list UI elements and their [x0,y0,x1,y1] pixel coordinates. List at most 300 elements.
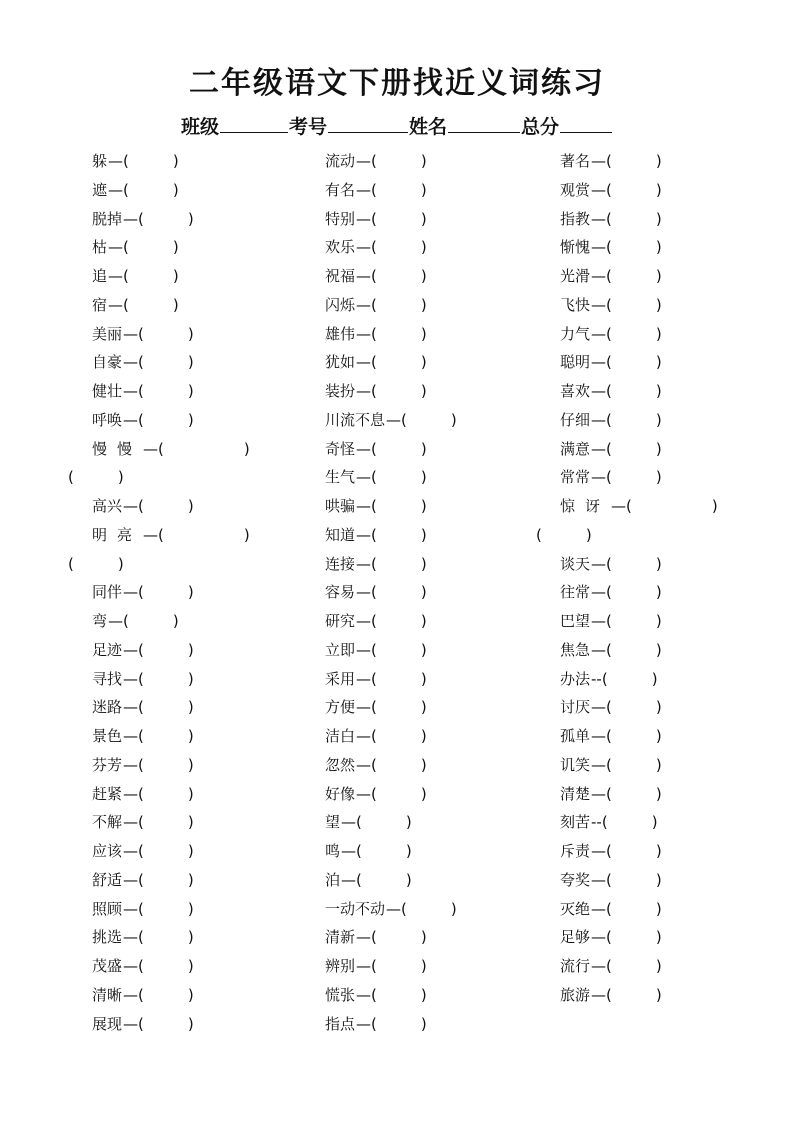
answer-blank[interactable]: ( ) [68,468,124,487]
word-item [560,636,760,665]
word-text: 慢慢 [92,439,143,458]
word-text: 雄伟 [325,324,356,343]
word-item [92,837,282,866]
word-item [560,377,760,406]
word-item [325,722,525,751]
answer-blank[interactable]: ( ) [356,813,412,832]
word-item [325,291,525,320]
dash-separator: — [356,152,372,170]
exam-number-blank[interactable] [328,114,408,133]
answer-blank[interactable]: ( ) [123,295,179,314]
dash-separator: — [123,985,139,1004]
dash-separator: — [591,410,607,429]
answer-blank[interactable]: ( ) [606,295,662,314]
word-text: 明亮 [92,525,143,544]
answer-blank[interactable]: ( ) [606,957,662,975]
answer-blank[interactable]: ( ) [626,497,718,515]
answer-blank[interactable]: ( ) [606,209,662,228]
answer-blank[interactable]: ( ) [138,957,194,975]
word-item [92,348,282,377]
answer-blank[interactable]: ( ) [606,727,662,745]
word-item [560,751,760,780]
answer-continuation [68,463,282,492]
answer-blank[interactable]: ( ) [138,497,194,515]
answer-blank[interactable]: ( ) [371,957,427,975]
word-item [560,808,760,837]
word-text: 辨别 [325,957,356,975]
dash-separator: — [123,755,139,774]
word-item [325,693,525,722]
word-text: 景色 [92,727,123,745]
answer-blank[interactable]: ( ) [606,698,662,717]
answer-blank[interactable]: ( ) [138,842,194,860]
word-item [92,435,282,464]
word-text: 研究 [325,612,356,630]
word-text: 脱掉 [92,209,123,228]
answer-blank[interactable]: ( ) [606,152,662,170]
word-item [560,176,760,205]
answer-blank[interactable]: ( ) [371,698,427,717]
answer-blank[interactable]: ( ) [371,468,427,487]
dash-separator: — [123,842,139,860]
word-text: 清晰 [92,985,123,1004]
word-item [92,665,282,694]
word-item [92,233,282,262]
word-item [325,780,525,809]
word-item [92,377,282,406]
word-item [325,147,525,176]
answer-continuation [536,521,760,550]
answer-blank[interactable]: ( ) [536,525,592,544]
word-text: 挑选 [92,928,123,947]
word-text: 欢乐 [325,238,356,257]
word-text: 闪烁 [325,295,356,314]
answer-blank[interactable]: ( ) [138,784,194,803]
answer-blank[interactable]: ( ) [371,612,427,630]
word-item [325,205,525,234]
answer-blank[interactable]: ( ) [371,497,427,515]
answer-blank[interactable]: ( ) [606,842,662,860]
word-text: 观赏 [560,180,591,199]
answer-blank[interactable]: ( ) [68,554,124,573]
word-item [92,607,282,636]
answer-blank[interactable]: ( ) [371,554,427,573]
dash-separator: — [356,957,372,975]
answer-blank[interactable]: ( ) [606,468,662,487]
dash-separator: — [591,152,607,170]
answer-blank[interactable]: ( ) [158,439,250,458]
dash-separator: — [591,583,607,602]
answer-blank[interactable]: ( ) [606,180,662,199]
word-item [560,780,760,809]
word-text: 迷路 [92,698,123,717]
word-text: 方便 [325,698,356,717]
dash-separator: — [356,784,372,803]
answer-blank[interactable]: ( ) [606,612,662,630]
word-text: 飞快 [560,295,591,314]
word-item [92,808,282,837]
answer-blank[interactable]: ( ) [138,755,194,774]
score-blank[interactable] [560,114,612,133]
answer-blank[interactable]: ( ) [606,583,662,602]
word-text: 遮 [92,180,108,199]
dash-separator: — [356,497,372,515]
dash-separator: -- [591,813,602,832]
word-text: 装扮 [325,382,356,400]
dash-separator: — [356,468,372,487]
word-text: 力气 [560,324,591,343]
word-item [325,550,525,579]
word-item [92,521,282,550]
word-text: 哄骗 [325,497,356,515]
answer-blank[interactable]: ( ) [371,439,427,458]
answer-blank[interactable]: ( ) [371,583,427,602]
answer-blank[interactable]: ( ) [356,870,412,889]
word-text: 往常 [560,583,591,602]
answer-blank[interactable]: ( ) [356,842,412,860]
answer-blank[interactable]: ( ) [606,640,662,659]
word-text: 刻苦 [560,813,591,832]
dash-separator: — [123,353,139,372]
word-text: 泊 [325,870,341,889]
answer-blank[interactable]: ( ) [371,985,427,1004]
answer-blank[interactable]: ( ) [371,525,427,544]
word-text: 讨厌 [560,698,591,717]
dash-separator: — [356,267,372,285]
answer-blank[interactable]: ( ) [123,238,179,257]
word-item [560,435,760,464]
word-text: 指教 [560,209,591,228]
dash-separator: — [341,813,357,832]
word-text: 川流不息 [325,410,386,429]
word-text: 连接 [325,554,356,573]
answer-blank[interactable]: ( ) [606,324,662,343]
word-text: 慌张 [325,985,356,1004]
answer-blank[interactable]: ( ) [606,870,662,889]
answer-blank[interactable]: ( ) [138,640,194,659]
word-text: 望 [325,813,341,832]
word-item [92,895,282,924]
answer-blank[interactable]: ( ) [123,152,179,170]
word-item [560,320,760,349]
answer-blank[interactable]: ( ) [401,410,457,429]
dash-separator: — [591,209,607,228]
dash-separator: — [356,640,372,659]
answer-blank[interactable]: ( ) [138,813,194,832]
answer-blank[interactable]: ( ) [371,928,427,947]
answer-blank[interactable]: ( ) [371,640,427,659]
dash-separator: — [356,554,372,573]
dash-separator: — [123,497,139,515]
answer-blank[interactable]: ( ) [601,669,658,688]
dash-separator: — [591,295,607,314]
answer-blank[interactable]: ( ) [371,209,427,228]
word-item [325,406,525,435]
word-text: 茂盛 [92,957,123,975]
answer-blank[interactable]: ( ) [138,583,194,602]
answer-blank[interactable]: ( ) [371,238,427,257]
word-text: 赶紧 [92,784,123,803]
answer-blank[interactable]: ( ) [158,525,250,544]
word-item [560,923,760,952]
word-item [560,895,760,924]
dash-separator: — [356,985,372,1004]
word-item [560,492,760,521]
word-text: 惊讶 [560,497,611,515]
answer-blank[interactable]: ( ) [371,755,427,774]
word-item [92,492,282,521]
answer-blank[interactable]: ( ) [371,267,427,285]
dash-separator: — [108,612,124,630]
word-text: 祝福 [325,267,356,285]
dash-separator: — [123,410,139,429]
word-item [325,636,525,665]
dash-separator: — [591,468,607,487]
answer-blank[interactable]: ( ) [606,238,662,257]
word-item [92,176,282,205]
word-item [325,923,525,952]
dash-separator: — [143,525,159,544]
dash-separator: — [591,727,607,745]
word-text: 弯 [92,612,108,630]
answer-blank[interactable]: ( ) [138,899,194,918]
word-text: 容易 [325,583,356,602]
word-text: 清新 [325,928,356,947]
answer-blank[interactable]: ( ) [371,784,427,803]
word-text: 追 [92,267,108,285]
word-item [92,578,282,607]
word-item [325,607,525,636]
answer-blank[interactable]: ( ) [606,985,662,1004]
word-text: 斥责 [560,842,591,860]
word-text: 不解 [92,813,123,832]
dash-separator: — [123,870,139,889]
score-label: 总分 [521,116,560,138]
word-item [560,550,760,579]
word-item [560,348,760,377]
answer-blank[interactable]: ( ) [123,612,179,630]
word-item [92,262,282,291]
name-blank[interactable] [448,114,520,133]
dash-separator: — [123,1014,139,1033]
dash-separator: — [356,525,372,544]
answer-blank[interactable]: ( ) [371,727,427,745]
word-item [560,291,760,320]
word-text: 舒适 [92,870,123,889]
word-item [325,262,525,291]
answer-blank[interactable]: ( ) [138,727,194,745]
dash-separator: — [123,784,139,803]
word-text: 采用 [325,669,356,688]
answer-blank[interactable]: ( ) [606,755,662,774]
dash-separator: — [591,957,607,975]
dash-separator: — [591,870,607,889]
answer-blank[interactable]: ( ) [601,813,658,832]
answer-blank[interactable]: ( ) [606,899,662,918]
dash-separator: — [123,209,139,228]
word-text: 足迹 [92,640,123,659]
dash-separator: — [356,382,372,400]
dash-separator: — [591,382,607,400]
answer-blank[interactable]: ( ) [606,554,662,573]
dash-separator: — [356,583,372,602]
answer-blank[interactable]: ( ) [606,267,662,285]
dash-separator: — [108,238,124,257]
word-item [560,952,760,981]
word-item [325,176,525,205]
answer-blank[interactable]: ( ) [138,928,194,947]
word-text: 高兴 [92,497,123,515]
answer-blank[interactable]: ( ) [371,669,427,688]
answer-blank[interactable]: ( ) [371,324,427,343]
answer-blank[interactable]: ( ) [606,784,662,803]
word-item [325,521,525,550]
dash-separator: — [356,439,372,458]
dash-separator: — [356,727,372,745]
word-item [325,348,525,377]
answer-blank[interactable]: ( ) [606,353,662,372]
answer-blank[interactable]: ( ) [371,180,427,199]
word-item [325,492,525,521]
word-item [560,607,760,636]
word-item [560,866,760,895]
word-text: 照顾 [92,899,123,918]
dash-separator: — [123,698,139,717]
word-item [325,578,525,607]
word-item [92,1010,282,1039]
word-item [325,751,525,780]
word-item [325,1010,525,1039]
word-item [92,952,282,981]
word-text: 寻找 [92,669,123,688]
word-item [560,463,760,492]
class-blank[interactable] [220,114,288,133]
dash-separator: — [143,439,159,458]
answer-blank[interactable]: ( ) [138,382,194,400]
name-label: 姓名 [409,116,448,138]
dash-separator: — [386,410,402,429]
word-text: 喜欢 [560,382,591,400]
word-text: 呼唤 [92,410,123,429]
word-item [560,147,760,176]
dash-separator: — [123,727,139,745]
answer-blank[interactable]: ( ) [138,410,194,429]
dash-separator: — [108,180,124,199]
word-text: 流行 [560,957,591,975]
word-text: 足够 [560,928,591,947]
word-text: 忽然 [325,755,356,774]
dash-separator: — [341,870,357,889]
dash-separator: — [356,1014,372,1033]
answer-blank[interactable]: ( ) [138,1014,194,1033]
dash-separator: — [123,928,139,947]
answer-blank[interactable]: ( ) [138,669,194,688]
dash-separator: — [356,612,372,630]
answer-blank[interactable]: ( ) [138,870,194,889]
answer-blank[interactable]: ( ) [606,410,662,429]
dash-separator: — [123,957,139,975]
word-item [560,837,760,866]
word-item [560,693,760,722]
answer-blank[interactable]: ( ) [606,928,662,947]
dash-separator: — [591,180,607,199]
worksheet-title: 二年级语文下册找近义词练习 [189,66,605,101]
dash-separator: — [591,928,607,947]
exam-number-label: 考号 [288,116,327,138]
word-text: 立即 [325,640,356,659]
answer-blank[interactable]: ( ) [371,382,427,400]
word-text: 流动 [325,152,356,170]
answer-blank[interactable]: ( ) [138,209,194,228]
answer-blank[interactable]: ( ) [606,439,662,458]
dash-separator: — [108,295,124,314]
word-text: 鸣 [325,842,341,860]
word-item [92,722,282,751]
answer-blank[interactable]: ( ) [138,353,194,372]
dash-separator: — [591,267,607,285]
word-item [92,780,282,809]
word-column-2 [325,147,525,1038]
word-text: 展现 [92,1014,123,1033]
word-item [325,320,525,349]
word-text: 谈天 [560,554,591,573]
word-column-3 [536,147,760,1010]
word-item [92,866,282,895]
word-item [560,262,760,291]
answer-blank[interactable]: ( ) [606,382,662,400]
dash-separator: — [591,554,607,573]
word-item [560,722,760,751]
answer-blank[interactable]: ( ) [123,180,179,199]
word-item [560,981,760,1010]
answer-blank[interactable]: ( ) [371,152,427,170]
answer-continuation [68,550,282,579]
answer-blank[interactable]: ( ) [371,295,427,314]
word-item [325,866,525,895]
word-item [92,147,282,176]
word-text: 满意 [560,439,591,458]
answer-blank[interactable]: ( ) [138,698,194,717]
word-text: 清楚 [560,784,591,803]
word-item [92,636,282,665]
dash-separator: — [108,267,124,285]
answer-blank[interactable]: ( ) [371,1014,427,1033]
word-text: 讥笑 [560,755,591,774]
dash-separator: — [591,324,607,343]
answer-blank[interactable]: ( ) [138,985,194,1004]
word-item [560,578,760,607]
word-item [325,952,525,981]
word-text: 光滑 [560,267,591,285]
answer-blank[interactable]: ( ) [401,899,457,918]
dash-separator: — [123,813,139,832]
dash-separator: — [356,755,372,774]
word-text: 犹如 [325,353,356,372]
word-text: 常常 [560,468,591,487]
word-item [560,233,760,262]
word-text: 躲 [92,152,108,170]
dash-separator: — [356,238,372,257]
answer-blank[interactable]: ( ) [371,353,427,372]
word-item [92,923,282,952]
word-text: 健壮 [92,382,123,400]
word-text: 一动不动 [325,899,386,918]
answer-blank[interactable]: ( ) [138,324,194,343]
dash-separator: — [591,612,607,630]
answer-blank[interactable]: ( ) [123,267,179,285]
word-text: 特别 [325,209,356,228]
word-text: 巴望 [560,612,591,630]
